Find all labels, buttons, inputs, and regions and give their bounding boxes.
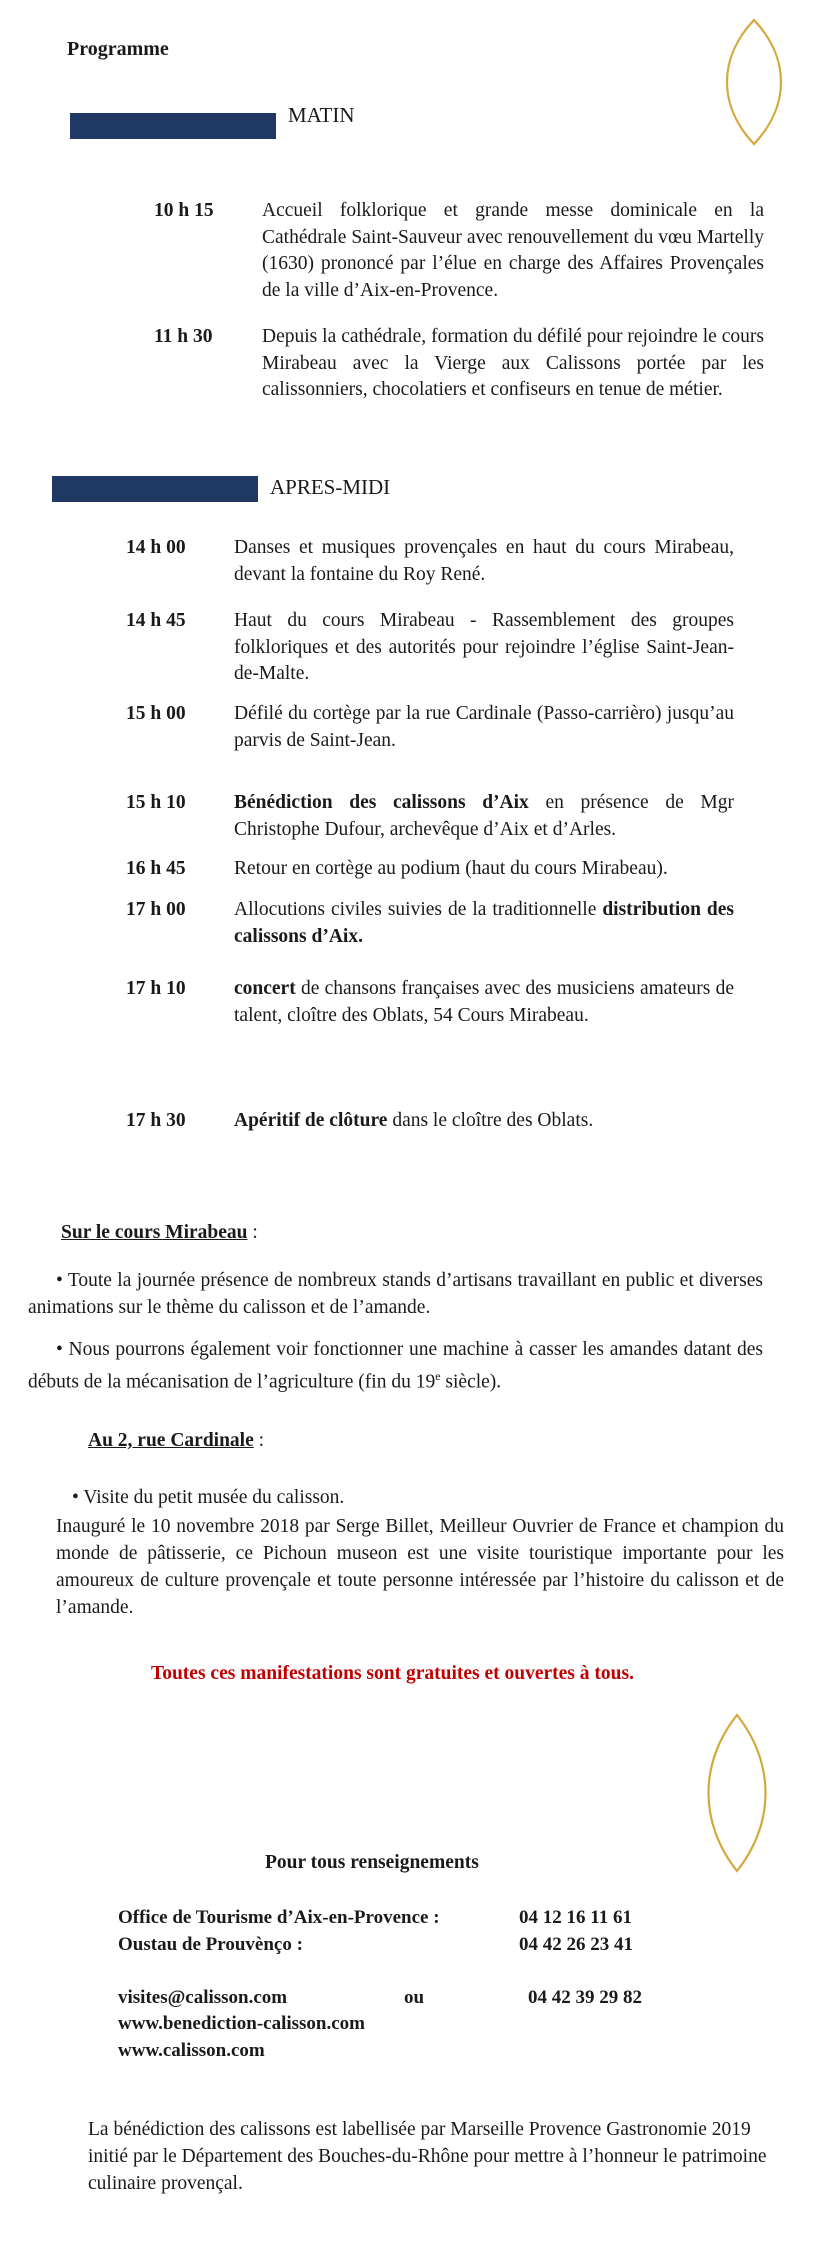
heading-text: Au 2, rue Cardinale bbox=[88, 1430, 254, 1451]
bold-phrase: distribution des calissons d’Aix. bbox=[234, 899, 734, 947]
text-phrase: de chansons françaises avec des musiciens amateurs de talent, cloître des Oblats, 54 Cours Mirabeau. bbox=[234, 978, 734, 1026]
schedule-time: 16 h 45 bbox=[126, 858, 186, 879]
cours-mirabeau-bullet-1: • Toute la journée présence de nombreux stands d’artisans travaillant en public et diverses animations sur le thème du calisson et de l’amande. bbox=[28, 1270, 763, 1318]
matin-bar bbox=[70, 113, 276, 139]
office-phone: 04 12 16 11 61 bbox=[519, 1907, 632, 1928]
bullet-text: • Nous pourrons également voir fonctionner une machine à casser les amandes datant des débuts de la mécanisation de l’agriculture (fin du 19 bbox=[28, 1339, 763, 1393]
schedule-text: Accueil folklorique et grande messe dominicale en la Cathédrale Saint-Sauveur avec renouvellement du vœu Martelly (1630) prononcé par l’élue en charge des Affaires Provençales de la ville d’Aix-en-Provence. bbox=[262, 200, 764, 301]
contact-heading: Pour tous renseignements bbox=[265, 1852, 479, 1873]
apres-midi-bar bbox=[52, 476, 258, 502]
calisson-ornament-top bbox=[722, 18, 786, 146]
schedule-text bbox=[234, 976, 734, 1029]
schedule-text: Haut du cours Mirabeau - Rassemblement des groupes folkloriques et des autorités pour rejoindre l’église Saint-Jean-de-Malte. bbox=[234, 610, 734, 684]
schedule-text: Retour en cortège au podium (haut du cours Mirabeau). bbox=[234, 858, 668, 879]
schedule-text: Danses et musiques provençales en haut du cours Mirabeau, devant la fontaine du Roy René. bbox=[234, 537, 734, 585]
heading-text: Sur le cours Mirabeau bbox=[61, 1222, 248, 1243]
website-link-2[interactable]: www.calisson.com bbox=[118, 2040, 265, 2061]
rue-cardinale-text: Inauguré le 10 novembre 2018 par Serge Billet, Meilleur Ouvrier de France et champion du monde de pâtisserie, ce Pichoun museon est une visite touristique importante pour les amoureux de culture provençale et toute personne intéressée par l’histoire du calisson et de l’amande. bbox=[56, 1516, 784, 1618]
schedule-text bbox=[234, 790, 734, 843]
bullet-sup: e bbox=[435, 1369, 441, 1383]
schedule-time: 15 h 00 bbox=[126, 703, 186, 724]
schedule-time: 10 h 15 bbox=[154, 200, 214, 221]
bullet-text-end: siècle). bbox=[440, 1371, 502, 1393]
text-phrase: dans le cloître des Oblats. bbox=[387, 1110, 594, 1131]
text-phrase: Allocutions civiles suivies de la traditionnelle bbox=[234, 899, 603, 920]
cours-mirabeau-heading bbox=[61, 1222, 258, 1244]
page-title: Programme bbox=[67, 38, 169, 60]
bold-phrase: concert bbox=[234, 978, 296, 999]
schedule-time: 17 h 30 bbox=[126, 1110, 186, 1131]
schedule-text bbox=[234, 897, 734, 950]
schedule-text: Depuis la cathédrale, formation du défilé pour rejoindre le cours Mirabeau avec la Vierge aux Calissons portée par les calissonniers, chocolatiers et confiseurs en tenue de métier. bbox=[262, 326, 764, 400]
heading-colon: : bbox=[253, 1430, 265, 1451]
footer-text: La bénédiction des calissons est labellisée par Marseille Provence Gastronomie 2019 initié par le Département des Bouches-du-Rhône pour mettre à l’honneur le patrimoine culinaire provençal. bbox=[88, 2119, 767, 2194]
bold-phrase: Apéritif de clôture bbox=[234, 1110, 388, 1131]
schedule-text: Défilé du cortège par la rue Cardinale (Passo-carrièro) jusqu’au parvis de Saint-Jean. bbox=[234, 703, 734, 751]
schedule-time: 11 h 30 bbox=[154, 326, 213, 347]
or-label: ou bbox=[404, 1987, 425, 2008]
email-link[interactable]: visites@calisson.com bbox=[118, 1987, 288, 2008]
free-notice: Toutes ces manifestations sont gratuites et ouvertes à tous. bbox=[151, 1663, 634, 1684]
oustau-label: Oustau de Prouvènço : bbox=[118, 1934, 303, 1955]
bold-phrase: Bénédiction des calissons d’Aix bbox=[234, 792, 529, 813]
schedule-time: 14 h 45 bbox=[126, 610, 186, 631]
apres-midi-label: APRES-MIDI bbox=[270, 475, 391, 499]
schedule-time: 15 h 10 bbox=[126, 792, 186, 813]
schedule-time: 17 h 10 bbox=[126, 978, 186, 999]
website-link-1[interactable]: www.benediction-calisson.com bbox=[118, 2013, 365, 2034]
matin-label: MATIN bbox=[288, 103, 355, 127]
office-label: Office de Tourisme d’Aix-en-Provence : bbox=[118, 1907, 440, 1928]
rue-cardinale-bullet: • Visite du petit musée du calisson. bbox=[72, 1487, 345, 1508]
rue-cardinale-heading bbox=[88, 1430, 264, 1452]
schedule-time: 14 h 00 bbox=[126, 537, 186, 558]
calisson-ornament-bottom bbox=[705, 1713, 769, 1873]
schedule-time: 17 h 00 bbox=[126, 899, 186, 920]
oustau-phone: 04 42 26 23 41 bbox=[519, 1934, 633, 1955]
text-phrase: en présence de Mgr Christophe Dufour, archevêque d’Aix et d’Arles. bbox=[234, 792, 734, 840]
schedule-text bbox=[234, 1108, 734, 1135]
cours-mirabeau-bullet-2 bbox=[28, 1336, 763, 1396]
phone-3: 04 42 39 29 82 bbox=[528, 1987, 642, 2008]
heading-colon: : bbox=[247, 1222, 258, 1243]
